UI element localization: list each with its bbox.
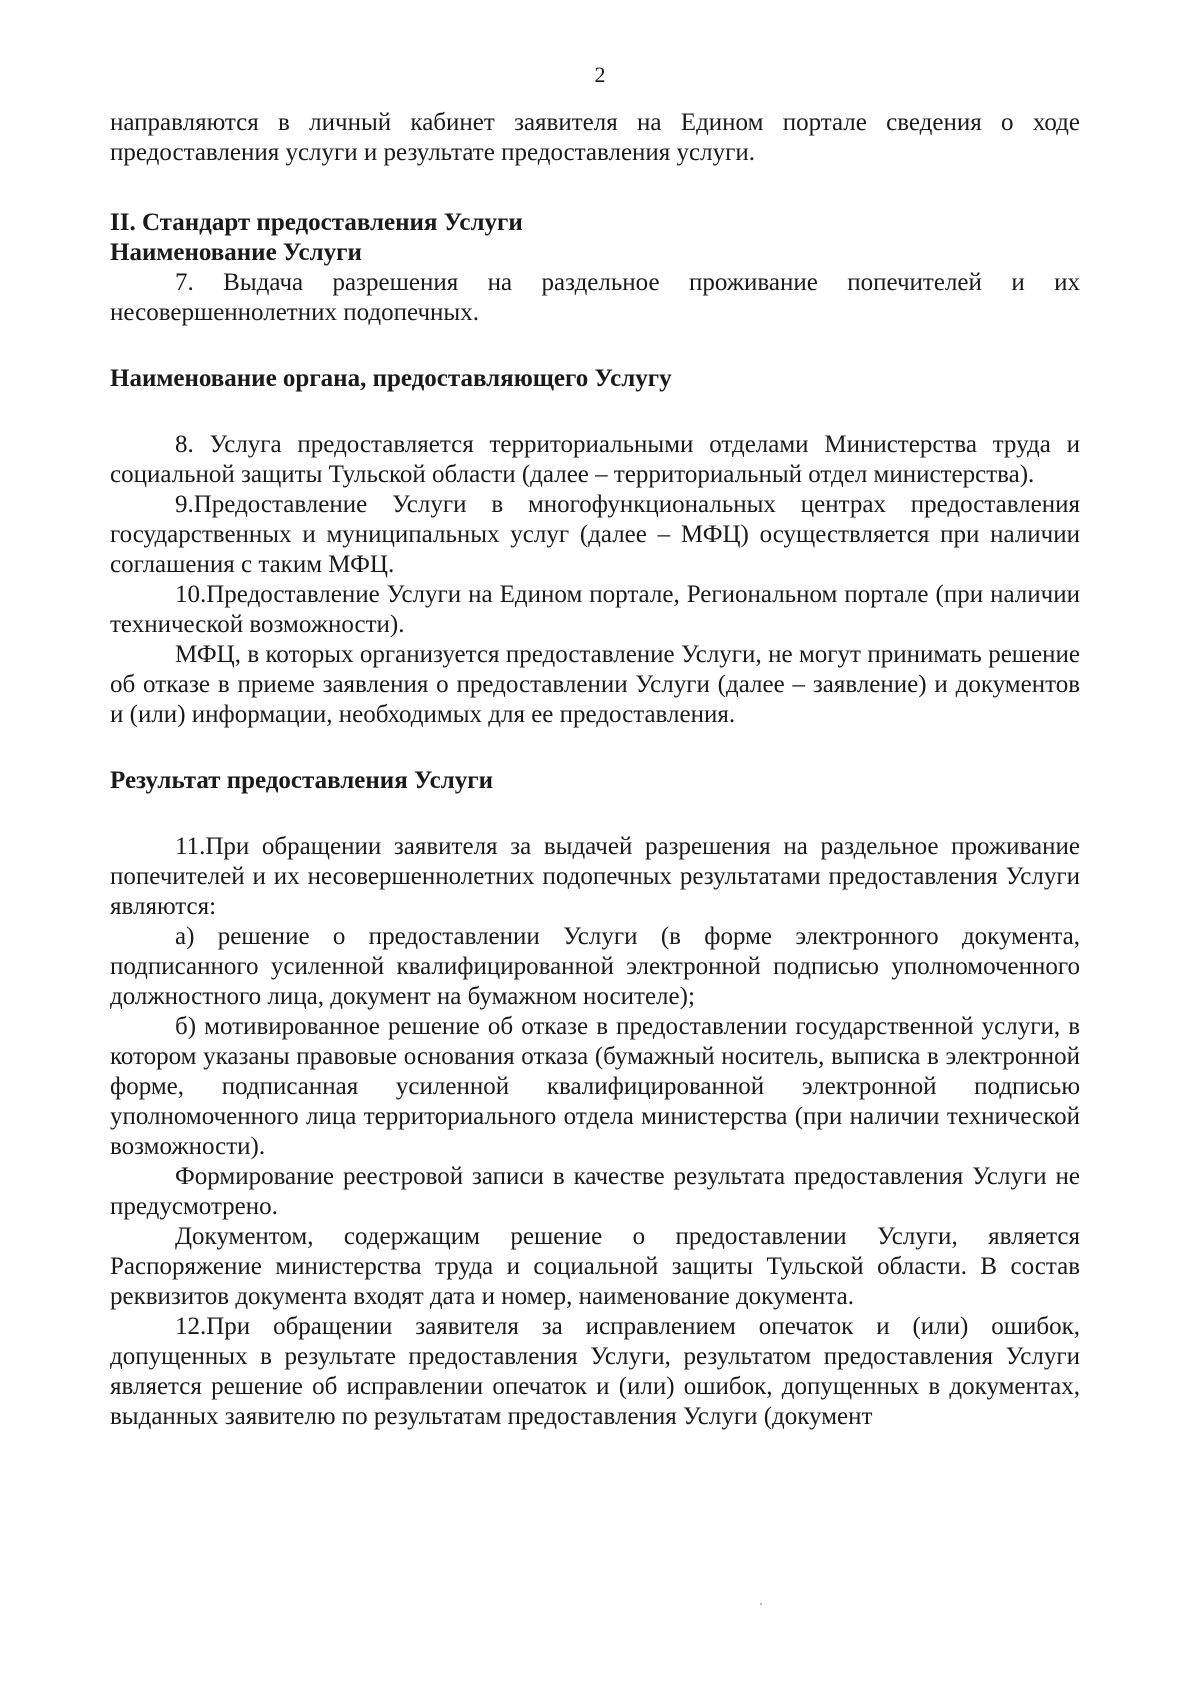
paragraph-11: 11.При обращении заявителя за выдачей разрешения на раздельное проживание попечителей и их несовершеннолетних подопечных результатами предоставления Услуги являются: [110,833,1080,920]
document-body [110,108,1080,1432]
subsection-name-title: Наименование Услуги [110,239,362,266]
paragraph-9: 9.Предоставление Услуги в многофункциональных центрах предоставления государственных и муниципальных услуг (далее – МФЦ) осуществляется при наличии соглашения с таким МФЦ. [110,491,1080,578]
paragraph-7: 7. Выдача разрешения на раздельное проживание попечителей и их несовершеннолетних подопечных. [110,269,1080,326]
paragraph-11-a: а) решение о предоставлении Услуги (в форме электронного документа, подписанного усиленной квалифицированной электронной подписью уполномоченного должностного лица, документ на бумажном носителе); [110,923,1080,1010]
scan-artifact [760,1603,762,1605]
paragraph-10: 10.Предоставление Услуги на Едином портале, Региональном портале (при наличии технической возможности). [110,581,1080,638]
spacer [110,730,1080,766]
spacer [110,394,1080,430]
spacer [110,168,1080,208]
paragraph-10-mfc: МФЦ, в которых организуется предоставление Услуги, не могут принимать решение об отказе в приеме заявления о предоставлении Услуги (далее – заявление) и документов и (или) информации, необходимых для ее предоставления. [110,641,1080,728]
paragraph-11-registry: Формирование реестровой записи в качестве результата предоставления Услуги не предусмотрено. [110,1163,1080,1220]
spacer [110,328,1080,364]
subsection-result-title: Результат предоставления Услуги [110,767,494,794]
subsection-organ-title: Наименование органа, предоставляющего Услугу [110,365,672,392]
paragraph-11-b: б) мотивированное решение об отказе в предоставлении государственной услуги, в котором указаны правовые основания отказа (бумажный носитель, выписка в электронной форме, подписанная усиленной квалифицированной электронной подписью уполномоченного лица территориального отдела министерства (при наличии технической возможности). [110,1013,1080,1160]
paragraph-11-document: Документом, содержащим решение о предоставлении Услуги, является Распоряжение министерства труда и социальной защиты Тульской области. В состав реквизитов документа входят дата и номер, наименование документа. [110,1223,1080,1310]
spacer [110,796,1080,832]
page-number: 2 [594,62,606,87]
paragraph-12: 12.При обращении заявителя за исправлением опечаток и (или) ошибок, допущенных в результате предоставления Услуги, результатом предоставления Услуги является решение об исправлении опечаток и (или) ошибок, допущенных в документах, выданных заявителю по результатам предоставления Услуги (документ [110,1313,1080,1430]
section-title: II. Стандарт предоставления Услуги [110,209,523,236]
intro-paragraph: направляются в личный кабинет заявителя на Едином портале сведения о ходе предоставления услуги и результате предоставления услуги. [110,109,1080,166]
paragraph-8: 8. Услуга предоставляется территориальными отделами Министерства труда и социальной защиты Тульской области (далее – территориальный отдел министерства). [110,431,1080,488]
